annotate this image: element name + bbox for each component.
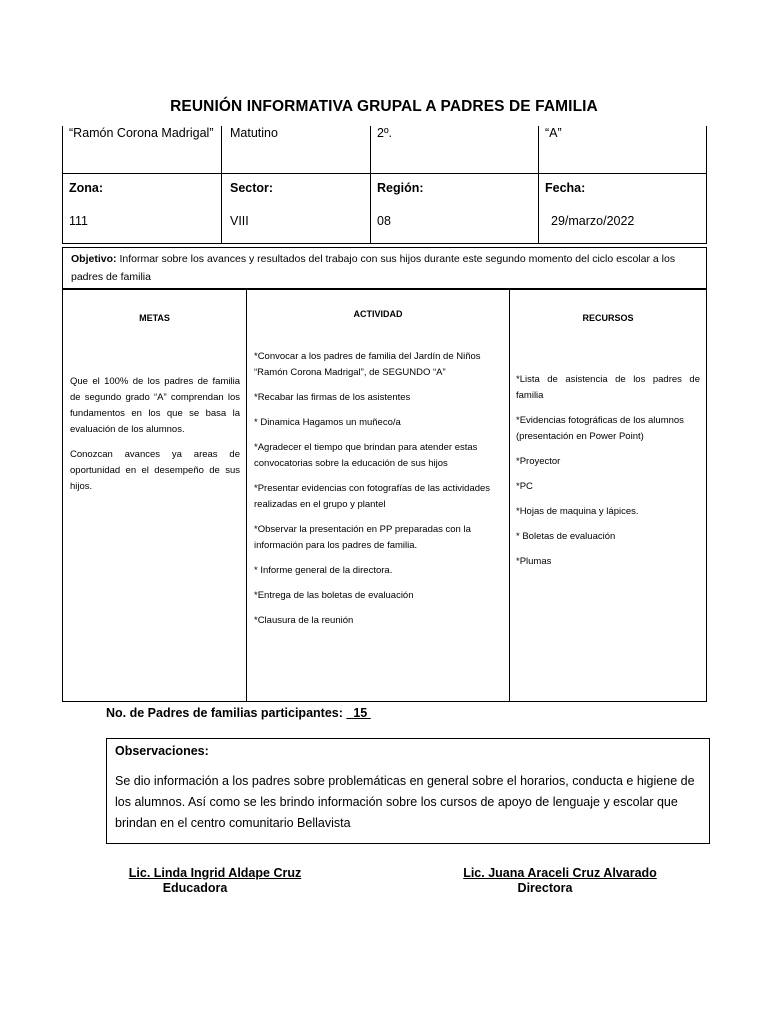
metas-list — [70, 374, 240, 504]
participants-label: No. de Padres de familias participantes: — [106, 706, 343, 720]
list-item: * Dinamica Hagamos un muñeco/a — [254, 417, 401, 428]
observations-label: Observaciones: — [115, 744, 209, 758]
recursos-list — [516, 372, 700, 579]
list-item: Conozcan avances ya areas de oportunidad en el desempeño de sus hijos. — [70, 449, 240, 492]
list-item: *Lista de asistencia de los padres de familia — [516, 374, 700, 401]
table-border — [62, 243, 707, 244]
school-name: “Ramón Corona Madrigal” — [69, 126, 214, 140]
header-table — [62, 126, 707, 244]
table-border — [246, 290, 247, 701]
zona-label: Zona: — [69, 181, 104, 195]
list-item: *Convocar a los padres de familia del Jardín de Niños “Ramón Corona Madrigal”, de SEGUNDO “A” — [254, 351, 481, 378]
objective-label: Objetivo: — [71, 253, 117, 265]
list-item: *Observar la presentación en PP preparadas con la información para los padres de familia. — [254, 524, 471, 551]
region-label: Región: — [377, 181, 424, 195]
table-border — [221, 126, 222, 244]
list-item: *Hojas de maquina y lápices. — [516, 506, 639, 517]
list-item: *Evidencias fotográficas de los alumnos (presentación en Power Point) — [516, 415, 684, 442]
table-border — [509, 290, 510, 701]
observations-box — [106, 738, 710, 844]
activities-table — [62, 289, 707, 702]
signature-left — [120, 866, 310, 895]
metas-heading: METAS — [139, 313, 170, 323]
signature-role: Directora — [517, 881, 573, 895]
fecha-label: Fecha: — [545, 181, 586, 195]
list-item: *Presentar evidencias con fotografías de las actividades realizadas en el grupo y plantel — [254, 483, 491, 510]
table-border — [538, 126, 539, 244]
sector-label: Sector: — [230, 181, 274, 195]
table-border — [370, 126, 371, 244]
actividad-list — [254, 349, 502, 638]
sector-value: VIII — [230, 214, 249, 228]
fecha-value: 29/marzo/2022 — [551, 214, 635, 228]
list-item: *Clausura de la reunión — [254, 615, 354, 626]
list-item: *Recabar las firmas de los asistentes — [254, 392, 411, 403]
list-item: *Proyector — [516, 456, 561, 467]
list-item: * Boletas de evaluación — [516, 531, 616, 542]
signature-role: Educadora — [162, 881, 228, 895]
signature-name: Lic. Linda Ingrid Aldape Cruz — [128, 866, 302, 880]
list-item: *Entrega de las boletas de evaluación — [254, 590, 414, 601]
objective-text: Informar sobre los avances y resultados del trabajo con sus hijos durante este segundo momento del ciclo escolar a los padres de familia — [71, 253, 676, 283]
shift-value: Matutino — [230, 126, 278, 140]
signature-name: Lic. Juana Araceli Cruz Alvarado — [463, 866, 657, 880]
group-value: “A” — [545, 126, 562, 140]
document-title: REUNIÓN INFORMATIVA GRUPAL A PADRES DE FAMILIA — [170, 98, 598, 115]
list-item: *PC — [516, 481, 533, 492]
table-border — [62, 173, 707, 174]
actividad-heading: ACTIVIDAD — [353, 309, 403, 319]
recursos-heading: RECURSOS — [582, 313, 634, 323]
list-item: *Agradecer el tiempo que brindan para atender estas convocatorias sobre la educación de sus hijos — [254, 442, 478, 469]
signature-right — [455, 866, 665, 895]
observations-text: Se dio información a los padres sobre problemáticas en general sobre el horarios, conducta e higiene de los alumnos. Así como se les brindo información sobre los cursos de apoyo de lenguaje y escolar que brindan en el centro comunitario Bellavista — [115, 774, 695, 830]
participants-line — [106, 706, 371, 720]
table-border — [62, 126, 63, 244]
zona-value: 111 — [69, 214, 89, 228]
grade-value: 2º. — [377, 126, 392, 140]
participants-count: 15 — [353, 706, 368, 720]
objective-box — [62, 247, 707, 289]
region-value: 08 — [377, 214, 391, 228]
list-item: Que el 100% de los padres de familia de segundo grado “A” comprendan los fundamentos en los que se basa la evaluación de los alumnos. — [70, 376, 240, 435]
list-item: * Informe general de la directora. — [254, 565, 393, 576]
table-border — [706, 126, 707, 244]
list-item: *Plumas — [516, 556, 552, 567]
